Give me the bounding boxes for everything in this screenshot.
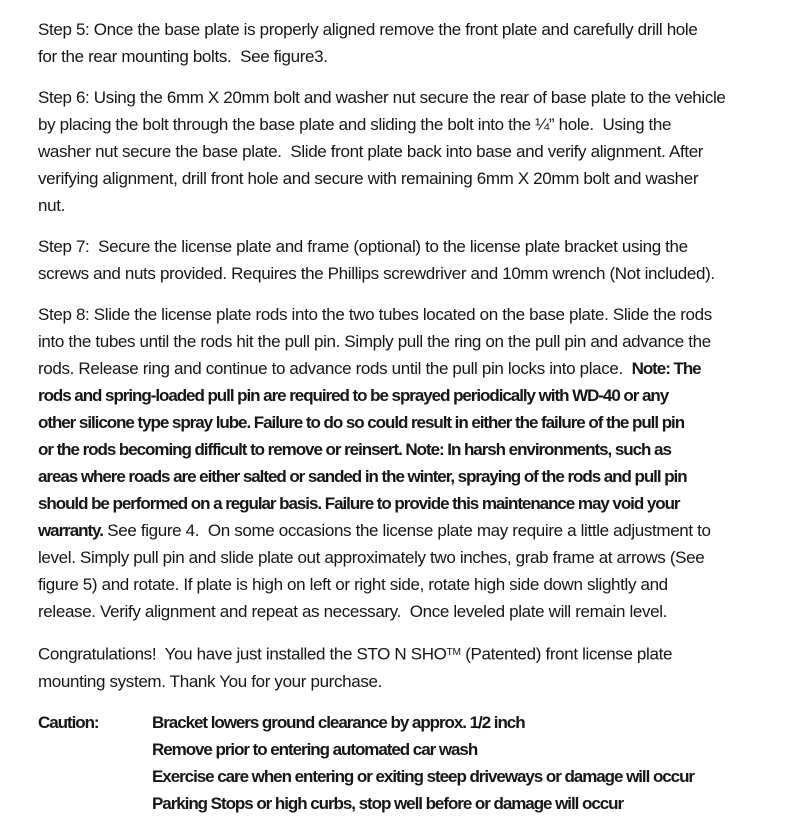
text-line xyxy=(38,111,792,138)
text-segment: by placing the bolt through the base plate and sliding the bolt into the ¼” hole. Using the xyxy=(38,115,672,134)
text-line xyxy=(38,668,792,695)
text-line xyxy=(38,409,792,436)
text-line xyxy=(38,328,792,355)
text-segment: washer nut secure the base plate. Slide front plate back into base and verify alignment. After xyxy=(38,142,704,161)
text-line xyxy=(38,463,792,490)
caution-item: Bracket lowers ground clearance by approx. 1/2 inch xyxy=(152,712,525,732)
text-line xyxy=(38,233,792,260)
text-segment: rods. Release ring and continue to advance rods until the pull pin locks into place. xyxy=(38,359,632,378)
congratulations-paragraph xyxy=(38,639,792,695)
caution-section xyxy=(38,709,792,817)
text-segment: mounting system. Thank You for your purchase. xyxy=(38,671,382,691)
text-segment: (Patented) front license plate xyxy=(460,644,673,664)
text-segment: rods and spring-loaded pull pin are required to be sprayed periodically with WD-40 or any xyxy=(38,386,669,405)
text-segment: or the rods becoming difficult to remove or reinsert. Note: In harsh environments, such as xyxy=(38,440,671,459)
text-segment: Congratulations! You have just installed the STO N SHO xyxy=(38,644,447,664)
text-line xyxy=(38,355,792,382)
text-segment: screws and nuts provided. Requires the Phillips screwdriver and 10mm wrench (Not included). xyxy=(38,264,715,283)
text-line xyxy=(38,544,792,571)
caution-item: Parking Stops or high curbs, stop well before or damage will occur xyxy=(152,793,624,813)
text-segment: should be performed on a regular basis. Failure to provide this maintenance may void your xyxy=(38,494,680,513)
caution-item: Exercise care when entering or exiting steep driveways or damage will occur xyxy=(152,766,694,786)
text-line xyxy=(38,84,792,111)
text-line xyxy=(38,382,792,409)
text-segment: warranty. xyxy=(38,521,103,540)
text-line xyxy=(38,138,792,165)
step-5-paragraph xyxy=(38,16,792,70)
text-segment: See figure 4. On some occasions the license plate may require a little adjustment to xyxy=(102,521,711,540)
text-line xyxy=(38,598,792,625)
text-segment: Note: The xyxy=(631,359,701,378)
text-line xyxy=(38,517,792,544)
text-line xyxy=(38,16,792,43)
text-segment: areas where roads are either salted or sanded in the winter, spraying of the rods and pull pin xyxy=(38,467,687,486)
text-line xyxy=(38,192,792,219)
text-segment: into the tubes until the rods hit the pull pin. Simply pull the ring on the pull pin and advance the xyxy=(38,332,711,351)
text-line xyxy=(38,490,792,517)
caution-items xyxy=(152,709,694,817)
trademark-superscript: TM xyxy=(446,647,461,658)
text-segment: release. Verify alignment and repeat as necessary. Once leveled plate will remain level. xyxy=(38,602,668,621)
text-line xyxy=(38,301,792,328)
text-line xyxy=(38,571,792,598)
text-segment: level. Simply pull pin and slide plate out approximately two inches, grab frame at arrows (See xyxy=(38,548,705,567)
text-segment: other silicone type spray lube. Failure to do so could result in either the failure of the pull pin xyxy=(38,413,685,432)
text-line xyxy=(38,260,792,287)
text-segment: nut. xyxy=(38,196,65,215)
text-segment: Step 5: Once the base plate is properly aligned remove the front plate and carefully drill hole xyxy=(38,20,698,39)
text-line xyxy=(38,436,792,463)
caution-label: Caution: xyxy=(38,712,99,732)
text-line xyxy=(38,639,792,668)
text-line xyxy=(38,43,792,70)
text-segment: for the rear mounting bolts. See figure3. xyxy=(38,47,328,66)
text-line xyxy=(38,165,792,192)
step-7-paragraph xyxy=(38,233,792,287)
text-segment: Step 6: Using the 6mm X 20mm bolt and washer nut secure the rear of base plate to the vehicle xyxy=(38,88,726,107)
text-segment: verifying alignment, drill front hole and secure with remaining 6mm X 20mm bolt and washer xyxy=(38,169,699,188)
step-8-paragraph xyxy=(38,301,792,625)
paragraphs xyxy=(38,16,792,695)
step-6-paragraph xyxy=(38,84,792,219)
caution-item: Remove prior to entering automated car wash xyxy=(152,739,478,759)
text-segment: figure 5) and rotate. If plate is high on left or right side, rotate high side down slightly and xyxy=(38,575,668,594)
text-segment: Step 7: Secure the license plate and frame (optional) to the license plate bracket using the xyxy=(38,237,688,256)
text-segment: Step 8: Slide the license plate rods into the two tubes located on the base plate. Slide the rods xyxy=(38,305,712,324)
